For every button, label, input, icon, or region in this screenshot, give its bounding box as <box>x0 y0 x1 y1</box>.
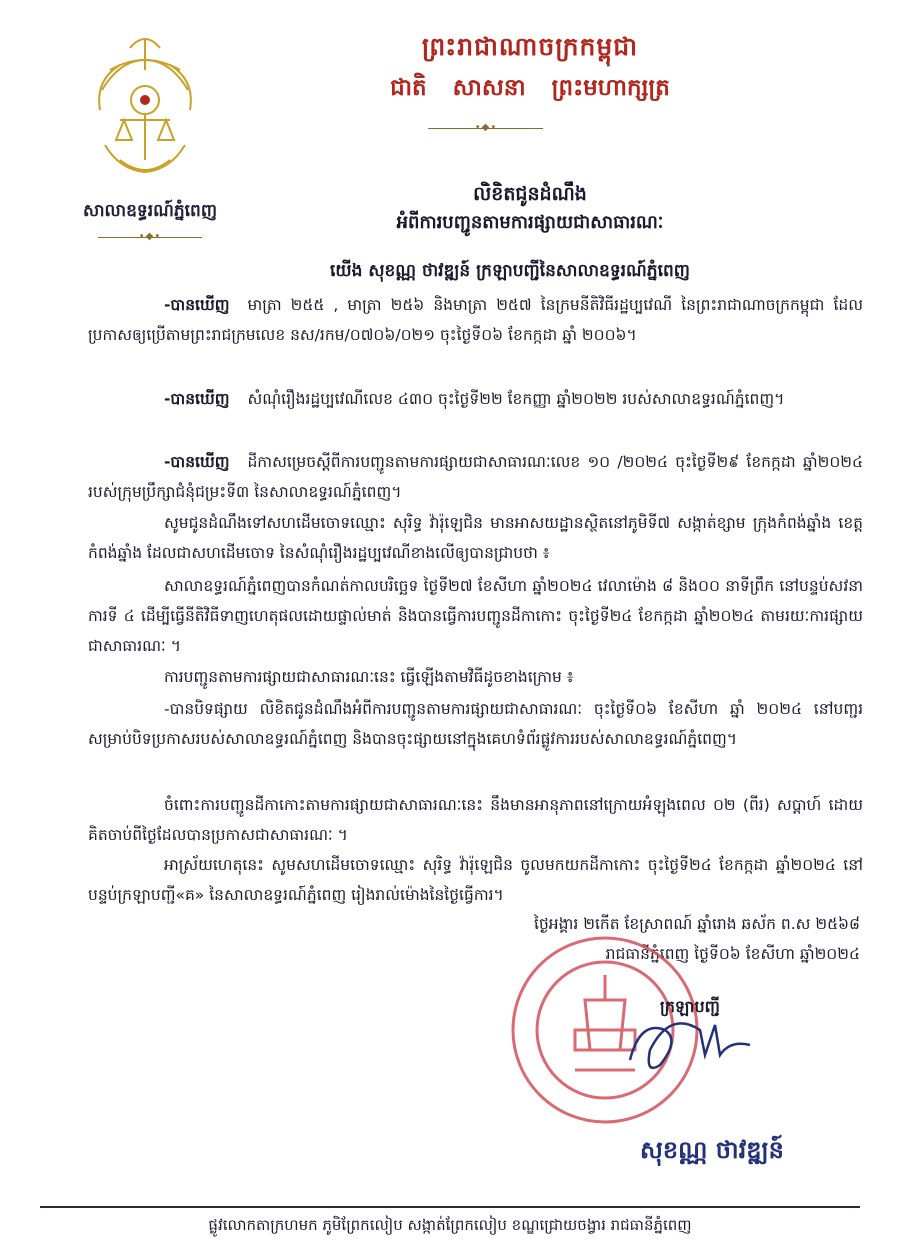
solar-date: រាជធានីភ្នំពេញ ថ្ងៃទី០៦ ខែសីហា ឆ្នាំ២០២៤ <box>605 945 860 963</box>
signer-title: ក្រឡាបញ្ជី <box>660 997 720 1016</box>
issuer-statement: យើង សុខណ្ណ ថាវឌ្ឍន៍ ក្រឡាបញ្ជីនៃសាលាឧទ្ធរណ៍ភ្នំពេញ <box>330 261 690 281</box>
signature-icon <box>620 1000 760 1080</box>
seen-paragraph-3 <box>88 447 863 507</box>
summons-paragraph: អាស្រ័យហេតុនេះ សូមសហដើមចោទឈ្មោះ សុរិទ្ធ វ៉ារ៉ុឡេជិន ចូលមកយកដីកាកោះ ចុះថ្ងៃទី២៤ ខែកក្កដា ឆ្នាំ២០២៤ នៅបន្ទប់ក្រឡាបញ្ជី«គ» នៃសាលាឧទ្ធរណ៍ភ្នំពេញ រៀងរាល់ម៉ោងនៃថ្ងៃធ្វើការ។ <box>88 856 863 904</box>
notify-paragraph: សូមជូនដំណឹងទៅសហដើមចោទឈ្មោះ សុរិទ្ធ វ៉ារ៉ុឡេជិន មានអាសយដ្ឋានស្ថិតនៅភូមិទី៧ សង្កាត់ខ្សាម ក្រុងកំពង់ឆ្នាំង ខេត្តកំពង់ឆ្នាំង ដែលជាសហដើមចោទ នៃសំណុំរឿងរដ្ឋប្បវេណីខាងលើឲ្យបានជ្រាបថា ៖ <box>88 514 863 562</box>
seen-paragraph-1 <box>88 290 863 350</box>
footer-divider <box>40 1206 860 1208</box>
kingdom-heading: ព្រះរាជាណាចក្រកម្ពុជា <box>421 32 639 61</box>
hearing-paragraph: សាលាឧទ្ធរណ៍ភ្នំពេញបានកំណត់កាលបរិច្ឆេទ ថ្ងៃទី២៧ ខែសីហា ឆ្នាំ២០២៤ វេលាម៉ោង ៨ និង០០ នាទីព្រឹក នៅបន្ទប់សវនាការទី ៤ ដើម្បីធ្វើនីតិវិធីទាញហេតុផលដោយផ្ទាល់មាត់ និងបានធ្វើការបញ្ជូនដីកាកោះ ចុះថ្ងៃទី២៤ ខែកក្កដា ឆ្នាំ២០២៤ តាមរយៈការផ្សាយជាសាធារណៈ ។ <box>88 577 863 655</box>
ornament-icon: •◆• <box>138 231 162 242</box>
document-title: លិខិតជូនដំណឹង <box>473 183 587 205</box>
lunar-date: ថ្ងៃអង្គារ ២កើត ខែស្រាពណ៍ ឆ្នាំរោង ឆស័ក ព.ស ២៥៦៨ <box>534 915 860 933</box>
court-name: សាលាឧទ្ធរណ៍ភ្នំពេញ <box>82 201 218 221</box>
seen-label: -បានឃើញ <box>164 296 230 314</box>
method-item: -បានបិទផ្សាយ លិខិតជូនដំណឹងអំពីការបញ្ជូនតាមការផ្សាយជាសាធារណៈ ចុះថ្ងៃទី០៦ ខែសីហា ឆ្នាំ ២០២៤ នៅបញ្ជរសម្រាប់បិទប្រកាសរបស់សាលាឧទ្ធរណ៍ភ្នំពេញ និងបានចុះផ្សាយនៅក្នុងគេហទំព័រផ្លូវការរបស់សាលាឧទ្ធរណ៍ភ្នំពេញ។ <box>88 700 863 748</box>
seen-text-1: មាត្រា ២៥៥ , មាត្រា ២៥៦ និងមាត្រា ២៥៧ នៃក្រមនីតិវិធីរដ្ឋប្បវេណី នៃព្រះរាជាណាចក្រកម្ពុជា ដែលប្រកាសឲ្យប្រើតាមព្រះរាជក្រមលេខ នស/រកម/០៧០៦/០២១ ចុះថ្ងៃទី០៦ ខែកក្កដា ឆ្នាំ ២០០៦។ <box>88 296 863 344</box>
national-motto: ជាតិ សាសនា ព្រះមហាក្សត្រ <box>390 75 670 101</box>
seen-text-3: ដីកាសម្រេចស្តីពីការបញ្ជូនតាមការផ្សាយជាសាធារណៈលេខ ១០ /២០២៤ ចុះថ្ងៃទី២៩ ខែកក្កដា ឆ្នាំ២០២៤ របស់ក្រុមប្រឹក្សាជំនុំជម្រះទី៣ នៃសាលាឧទ្ធរណ៍ភ្នំពេញ។ <box>88 453 863 501</box>
document-subtitle: អំពីការបញ្ជូនតាមការផ្សាយជាសាធារណៈ <box>396 212 664 233</box>
seen-paragraph-2 <box>88 384 863 414</box>
method-intro: ការបញ្ជូនតាមការផ្សាយជាសាធារណៈនេះ ធ្វើឡើងតាមវិធីដូចខាងក្រោម ៖ <box>164 668 574 686</box>
footer-address: ផ្លូវលោកតាក្រហមក ភូមិព្រែកលៀប សង្កាត់ព្រែកលៀប ខណ្ឌជ្រោយចង្វារ រាជធានីភ្នំពេញ <box>208 1216 692 1234</box>
seen-label: -បានឃើញ <box>164 390 230 408</box>
seen-text-2: សំណុំរឿងរដ្ឋប្បវេណីលេខ ៤៣០ ចុះថ្ងៃទី២២ ខែកញ្ញា ឆ្នាំ២០២២ របស់សាលាឧទ្ធរណ៍ភ្នំពេញ។ <box>247 390 785 408</box>
royal-emblem-icon <box>90 30 200 180</box>
ornament-icon: •◆• <box>474 122 498 133</box>
signer-name: សុខណ្ណ ថាវឌ្ឍន៍ <box>640 1136 784 1164</box>
effect-paragraph: ចំពោះការបញ្ជូនដីកាកោះតាមការផ្សាយជាសាធារណៈនេះ នឹងមានអានុភាពនៅក្រោយអំឡុងពេល ០២ (ពីរ) សប្តាហ៍ ដោយគិតចាប់ពីថ្ងៃដែលបានប្រកាសជាសាធារណៈ ។ <box>88 796 863 844</box>
seen-label: -បានឃើញ <box>164 453 230 471</box>
